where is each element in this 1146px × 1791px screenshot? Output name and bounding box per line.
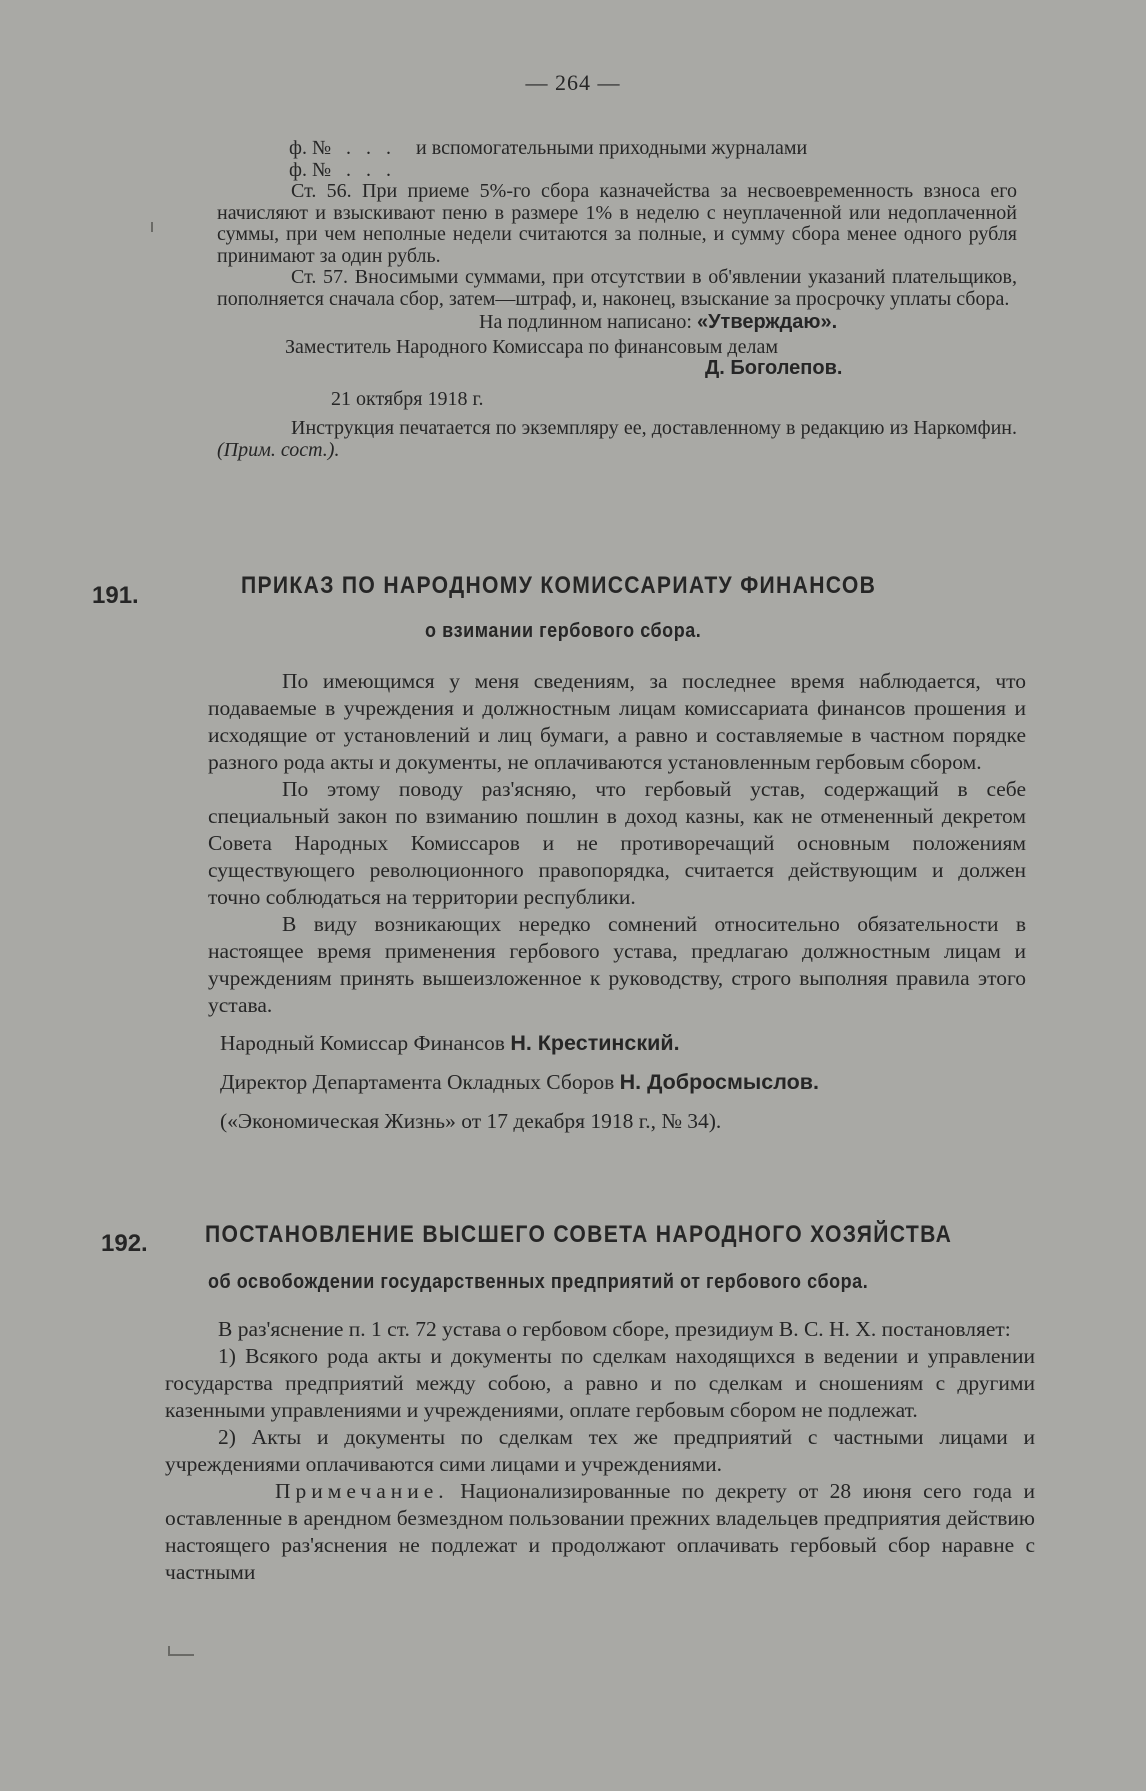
note-text: Национализированные по декрету от 28 июня сего года и оставленные в арендном безмездном пользовании прежних владельцев предприятия действию настоящего раз'яснения не подлежат и продолжают оплачивать гербовый сбор наравне с частными xyxy=(165,1479,1035,1584)
original-note: На подлинном написано: xyxy=(479,311,692,333)
section-191-paragraph-1: По имеющимся у меня сведениям, за последнее время наблюдается, что подаваемые в учреждения и должностным лицам комиссариата финансов прошения и исходящие от установлений и лиц бумаги, а равно и составляемые в частном порядке разного рода акты и документы, не оплачиваются установленным гербовым сбором. xyxy=(208,669,1026,774)
section-192-item-1: 1) Всякого рода акты и документы по сделкам находящихся в ведении и управлении государства предприятий между собою, а равно и по сделкам и сношениям с другими казенными управлениями и учреждениями, оплате гербовым сбором не подлежат. xyxy=(165,1344,1035,1422)
commissar-name: Н. Крестинский. xyxy=(510,1031,680,1055)
instruction-note: Инструкция печатается по экземпляру ее, доставленному в редакцию из Наркомфин. (Прим. сост.). xyxy=(217,417,1017,461)
page-number: — 264 — xyxy=(525,70,621,95)
section-191-paragraph-3: В виду возникающих нередко сомнений относительно обязательности в настоящее время применения гербового устава, предлагаю должностным лицам и учреждениям принять вышеизложенное к руководству, строго выполняя правила этого устава. xyxy=(208,912,1026,1017)
original-note-line xyxy=(217,312,1017,334)
margin-mark xyxy=(168,1654,194,1656)
form-line-1: ф. № . . . и вспомогательными приходными журналами xyxy=(289,137,808,159)
approved-stamp: «Утверждаю». xyxy=(696,311,838,333)
article-56: Ст. 56. При приеме 5%-го сбора казначейства за несвоевременность взноса его начисляют и взыскивают пеню в размере 1% в неделю с неуплаченной или недоплаченной суммы, при чем неполные недели считаются за полные, и сумму сбора менее одного рубля принимают за один рубль. xyxy=(217,180,1017,267)
compiler-note: (Прим. сост.). xyxy=(217,438,340,461)
section-191-title: ПРИКАЗ ПО НАРОДНОМУ КОМИССАРИАТУ ФИНАНСОВ xyxy=(241,572,877,599)
form-line-2: ф. № . . . xyxy=(289,158,392,181)
section-191-paragraph-2: По этому поводу раз'ясняю, что гербовый устав, содержащий в себе специальный закон по взиманию пошлин в доход казны, как не отмененный декретом Совета Народных Комиссаров и не противоречащий основным положениям существующего революционного правопорядка, считается действующим и должен точно соблюдаться на территории республики. xyxy=(208,777,1026,909)
margin-mark xyxy=(151,222,153,232)
section-191-subtitle: о взимании гербового сбора. xyxy=(425,620,702,642)
section-191-body xyxy=(208,668,1026,1135)
director-name: Н. Добросмыслов. xyxy=(619,1070,819,1094)
approval-date: 21 октября 1918 г. xyxy=(331,387,484,410)
section-192-body xyxy=(165,1316,1035,1586)
section-192-item-2: 2) Акты и документы по сделкам тех же предприятий с частными лицами и учреждениями оплачиваются сими лицами и учреждениями. xyxy=(165,1425,1035,1476)
section-192-intro: В раз'яснение п. 1 ст. 72 устава о гербовом сборе, президиум В. С. Н. Х. постановляет: xyxy=(218,1317,1011,1341)
section-192-note xyxy=(165,1478,1035,1586)
section-192-subtitle: об освобождении государственных предприятий от гербового сбора. xyxy=(208,1271,869,1293)
signature-director: Директор Департамента Окладных Сборов Н. Добросмыслов. xyxy=(220,1070,819,1094)
deputy-title: Заместитель Народного Комиссара по финансовым делам xyxy=(285,335,778,358)
deputy-name: Д. Боголепов. xyxy=(705,357,843,379)
continuation-block xyxy=(217,138,1017,461)
article-57: Ст. 57. Вносимыми суммами, при отсутствии в об'явлении указаний плательщиков, пополняется сначала сбор, затем—штраф, и, наконец, взыскание за просрочку уплаты сбора. xyxy=(217,266,1017,310)
section-192-number: 192. xyxy=(101,1230,148,1257)
signature-commissar: Народный Комиссар Финансов Н. Крестинский. xyxy=(220,1031,680,1055)
note-label: Примечание. xyxy=(275,1479,449,1503)
section-191-source: («Экономическая Жизнь» от 17 декабря 1918 г., № 34). xyxy=(220,1109,722,1133)
section-192-title: ПОСТАНОВЛЕНИЕ ВЫСШЕГО СОВЕТА НАРОДНОГО ХОЗЯЙСТВА xyxy=(205,1221,953,1248)
section-191-number: 191. xyxy=(92,582,139,609)
